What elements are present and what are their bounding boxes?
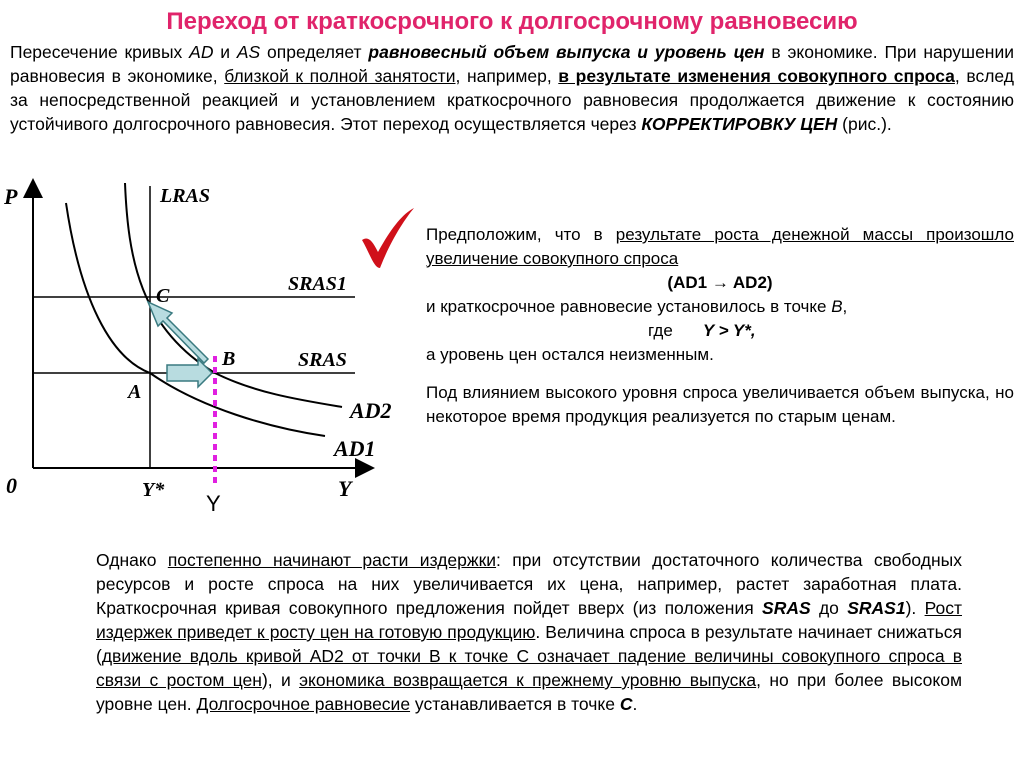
checkmark-icon: [362, 208, 414, 268]
ystar-label: Y*: [142, 479, 165, 501]
assumption-text: Предположим, что в результате роста денежной массы произошло увеличение совокупного спроса (AD1 → AD2) и краткосрочное равновесие установилось в точке B, где Y > Y*, а уровень цен остался неизменным. Под влиянием высокого уровня спроса увеличивается объем выпуска, но некоторое время продукция реализуется по старым ценам.: [426, 225, 1014, 426]
page-title: Переход от краткосрочного к долгосрочному равновесию: [166, 8, 858, 35]
ad1-label: AD1: [334, 436, 376, 461]
arrow-a-to-b: [167, 359, 212, 387]
lras-label: LRAS: [160, 185, 211, 207]
intro-paragraph: Пересечение кривых AD и AS определяет равновесный объем выпуска и уровень цен в экономике. При нарушении равновесия в экономике, близкой к полной занятости, например, в результате изменения совокупного спроса, вслед за непосредственной реакцией и установлением краткосрочного равновесия продолжается движение к состоянию устойчивого долгосрочного равновесия. Этот переход осуществляется через КОРРЕКТИРОВКУ ЦЕН (рис.).: [10, 42, 1015, 134]
point-b-label: B: [222, 348, 236, 370]
sras1-label: SRAS1: [288, 273, 347, 295]
y-axis-label: Y: [338, 476, 352, 501]
ad2-label: AD2: [350, 398, 392, 423]
y-mark-label: Y: [206, 491, 221, 516]
point-a-label: A: [128, 381, 142, 403]
arrow-b-to-c: [148, 302, 208, 363]
ad1-curve: [66, 203, 325, 436]
sras-label: SRAS: [298, 349, 347, 371]
p-axis-label: P: [4, 184, 18, 209]
origin-label: 0: [6, 473, 17, 498]
point-c-label: C: [156, 285, 170, 307]
conclusion-paragraph: Однако постепенно начинают расти издержки: при отсутствии достаточного количества свободных ресурсов и росте спроса на них увеличивается их цена, например, растет заработная плата. Краткосрочная кривая совокупного предложения пойдет вверх (из положения SRAS до SRAS1). Рост издержек приведет к росту цен на готовую продукцию. Величина спроса в результате начинает снижаться (движение вдоль кривой AD2 от точки B к точке C означает падение величины совокупного спроса в связи с ростом цен), и экономика возвращается к прежнему уровню выпуска, но при более высоком уровне цен. Долгосрочное равновесие устанавливается в точке C.: [96, 550, 962, 714]
ad-as-diagram: [0, 178, 420, 518]
